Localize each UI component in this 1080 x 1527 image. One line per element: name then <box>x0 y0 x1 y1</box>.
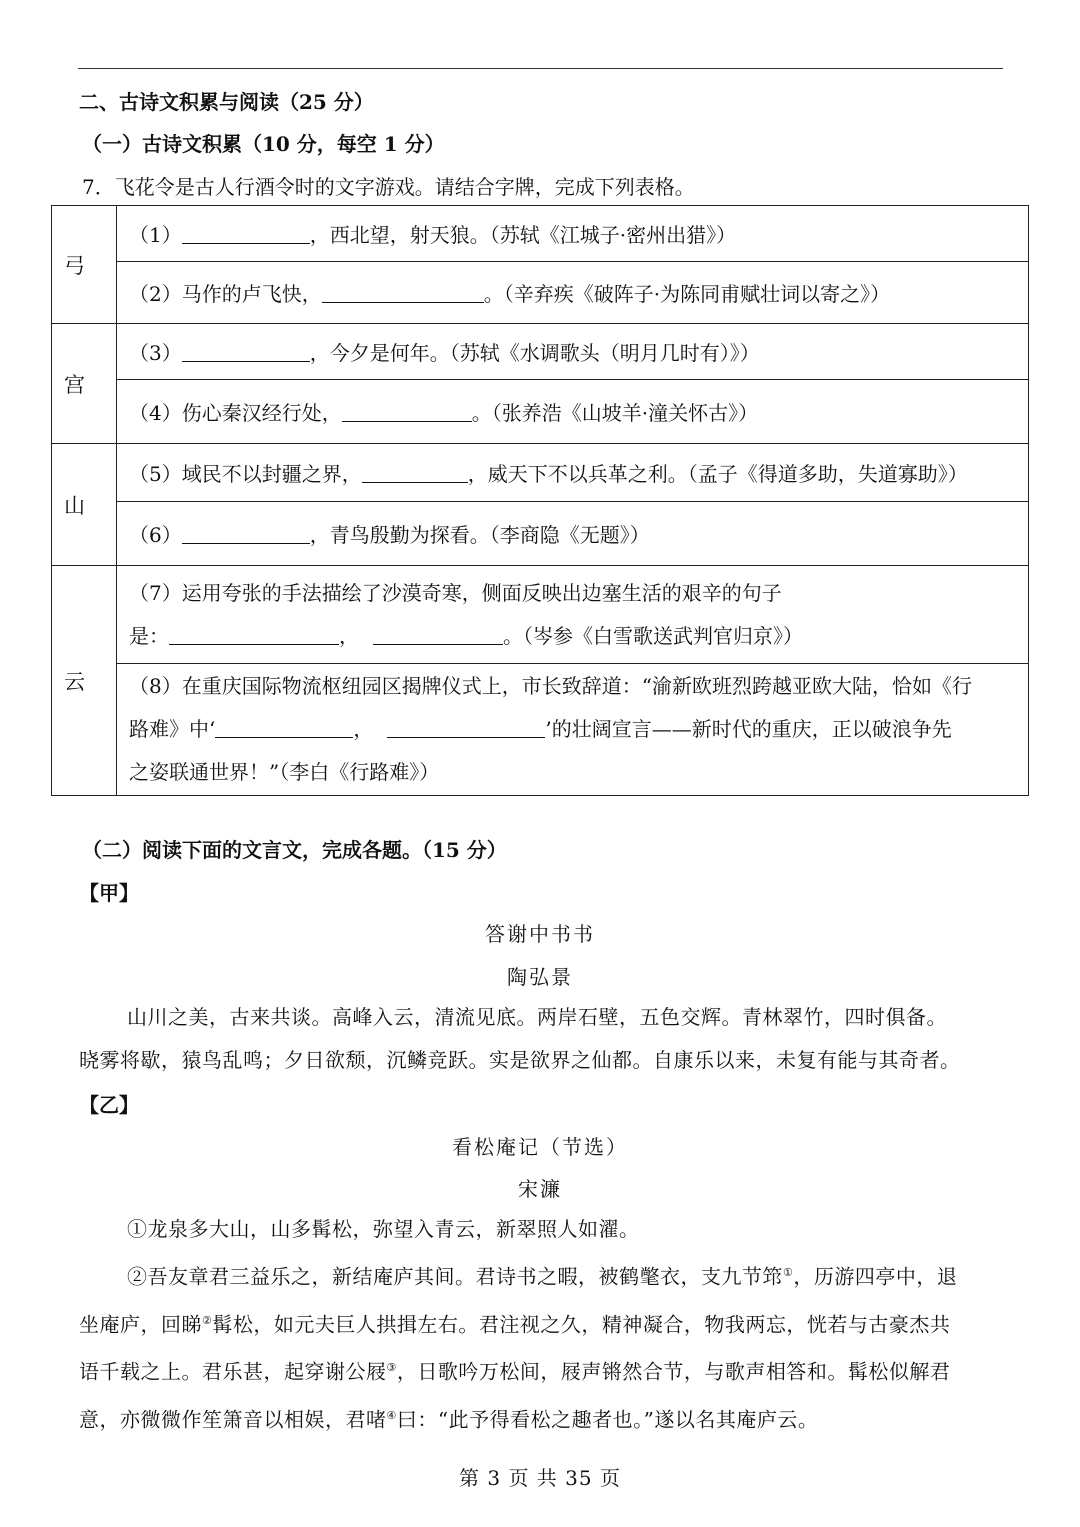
key-cell: 宫 <box>52 324 117 444</box>
answer-blank[interactable] <box>215 717 353 738</box>
key-cell: 弓 <box>52 206 117 324</box>
jia-label: 【甲】 <box>79 881 139 905</box>
answer-blank[interactable] <box>182 523 310 544</box>
part2-heading: （二）阅读下面的文言文，完成各题。（15 分） <box>82 838 507 862</box>
poem-table <box>51 205 1029 796</box>
page-footer: 第 3 页 共 35 页 <box>459 1466 621 1490</box>
row-4: （4）伤心秦汉经行处， 。（张养浩《山坡羊·潼关怀古》） <box>117 380 1029 444</box>
answer-blank[interactable] <box>362 462 468 483</box>
row-2: （2）马作的卢飞快， 。（辛弃疾《破阵子·为陈同甫赋壮词以寄之》） <box>117 262 1029 324</box>
key-cell: 山 <box>52 444 117 566</box>
footnote-mark: ① <box>783 1266 794 1279</box>
yi-text: ①龙泉多大山，山多髯松，弥望入青云，新翠照人如濯。 ②吾友章君三益乐之，新结庵庐其间。君诗书之暇，被鹤氅衣，支九节筇①，历游四亭中，退 坐庵庐，回睇②髯松，如元夫巨人拱揖左右。君注视之久，精神凝合，物我两忘，恍若与古豪杰共 语千载之上。君乐甚，起穿谢公屐③，日歌吟万松间，屐声锵然合节，与歌声相答和。髯松似解君 意，亦微微作笙箫音以相娱，君啫④曰：“此予得看松之趣者也。”遂以名其庵庐云。 <box>79 1217 958 1432</box>
row-1: （1） ，西北望，射天狼。（苏轼《江城子·密州出猎》） <box>117 206 1029 262</box>
jia-text: 山川之美，古来共谈。高峰入云，清流见底。两岸石壁，五色交辉。青林翠竹，四时俱备。 晓雾将歇，猿鸟乱鸣；夕日欲颓，沉鳞竞跃。实是欲界之仙都。自康乐以来，未复有能与其奇者。 <box>79 1005 961 1072</box>
answer-blank[interactable] <box>169 624 339 645</box>
answer-blank[interactable] <box>342 401 472 422</box>
answer-blank[interactable] <box>182 223 310 244</box>
answer-blank[interactable] <box>387 717 545 738</box>
question-7: 7．飞花令是古人行酒令时的文字游戏。请结合字牌，完成下列表格。 <box>82 175 695 199</box>
jia-author: 陶弘景 <box>507 965 573 989</box>
answer-blank[interactable] <box>373 624 503 645</box>
footnote-mark: ③ <box>386 1361 397 1375</box>
row-7: （7）运用夸张的手法描绘了沙漠奇寒，侧面反映出边塞生活的艰辛的句子 是： ， 。（岑参《白雪歌送武判官归京》） <box>117 566 1029 664</box>
yi-title: 看松庵记（节选） <box>452 1135 628 1159</box>
part1-heading: （一）古诗文积累（10 分，每空 1 分） <box>82 132 445 156</box>
yi-author: 宋濂 <box>518 1177 562 1201</box>
row-8: （8）在重庆国际物流枢纽园区揭牌仪式上，市长致辞道：“渝新欧班烈跨越亚欧大陆，恰如《行 路难》中‘ ， ’的壮阔宣言——新时代的重庆，正以破浪争先 之姿联通世界！”（李白《行路难》） <box>117 664 1029 796</box>
header-rule <box>78 68 1003 69</box>
footnote-mark: ② <box>202 1313 213 1327</box>
yi-label: 【乙】 <box>79 1093 139 1117</box>
footnote-mark: ④ <box>386 1408 397 1422</box>
row-3: （3） ，今夕是何年。（苏轼《水调歌头（明月几时有）》） <box>117 324 1029 380</box>
jia-title: 答谢中书书 <box>485 922 595 946</box>
answer-blank[interactable] <box>322 282 484 303</box>
row-5: （5）域民不以封疆之界， ，威天下不以兵革之利。（孟子《得道多助，失道寡助》） <box>117 444 1029 502</box>
key-cell: 云 <box>52 566 117 796</box>
answer-blank[interactable] <box>182 341 310 362</box>
section-title: 二、古诗文积累与阅读（25 分） <box>79 90 374 114</box>
row-6: （6） ，青鸟殷勤为探看。（李商隐《无题》） <box>117 502 1029 566</box>
